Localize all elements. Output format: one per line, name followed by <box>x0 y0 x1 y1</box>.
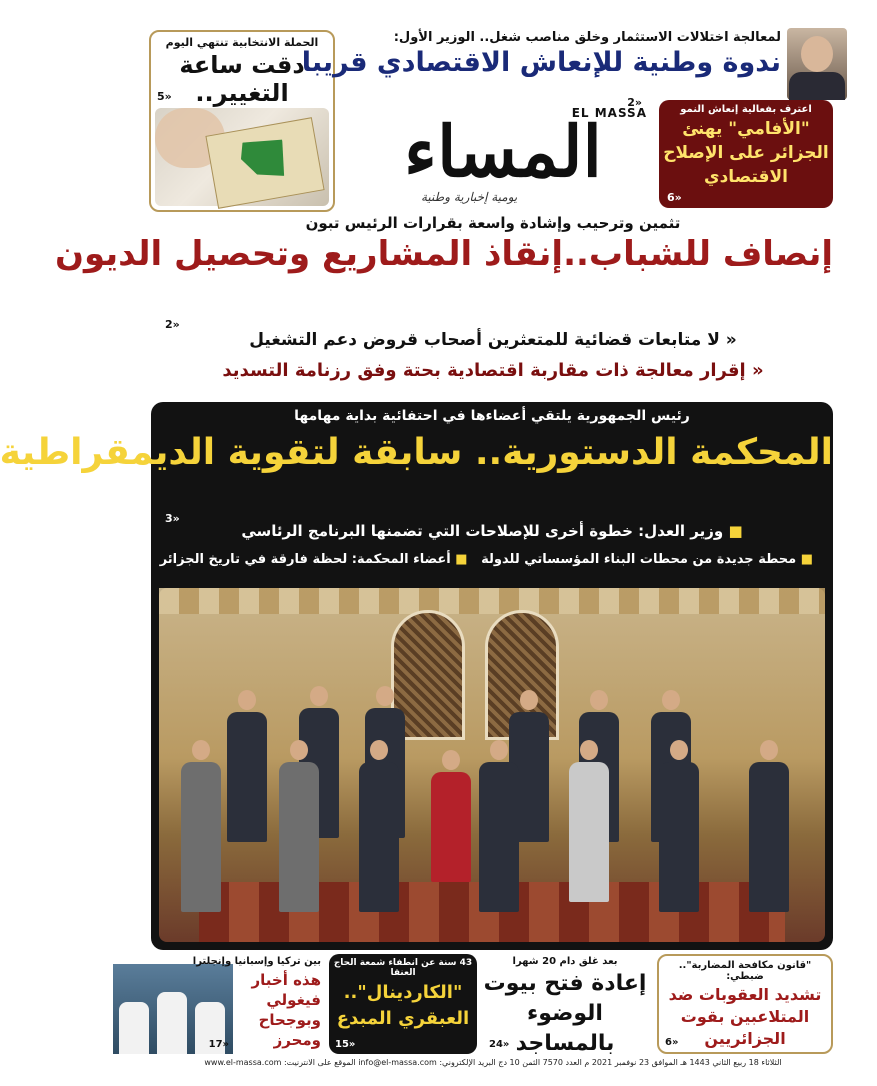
masthead-latin: EL MASSA <box>571 106 647 120</box>
main-deck[interactable] <box>55 214 833 274</box>
person <box>749 740 789 912</box>
bottom-teasers <box>109 952 877 1056</box>
person <box>431 750 471 882</box>
imf-title: "الأفامي" يهنئ الجزائر على الإصلاح الاقتصادي <box>663 119 829 187</box>
court-page-ref: 3» <box>165 512 180 525</box>
court-subline: ■ وزير العدل: خطوة أخرى للإصلاحات التي تضمنها البرنامج الرئاسي <box>241 522 743 540</box>
top-headline-page-ref: 2» <box>627 96 642 109</box>
person <box>279 740 319 912</box>
teaser-kicker: بعد غلق دام 20 شهرا <box>512 956 618 967</box>
president-figure <box>479 740 519 912</box>
imf-page-ref: 6» <box>667 191 682 204</box>
election-page-ref: 5» <box>157 90 172 103</box>
teaser-title: تشديد العقوبات ضد المتلاعبين بقوت الجزائريين <box>668 985 822 1048</box>
teaser-page-ref: 15» <box>335 1039 356 1050</box>
court-title: المحكمة الدستورية.. سابقة لتقوية الديمقراطية <box>0 432 833 473</box>
person <box>659 740 699 912</box>
person <box>227 690 267 842</box>
masthead-logo: المساء <box>404 110 602 193</box>
teaser-page-ref: 24» <box>489 1039 510 1050</box>
person <box>569 740 609 902</box>
masthead <box>341 100 665 204</box>
teaser-page-ref: 6» <box>665 1037 679 1048</box>
footer-info: الثلاثاء 18 ربيع الثاني 1443 هـ الموافق 23 نوفمبر 2021 م العدد 7570 الثمن 10 دج البريد الإلكتروني: info@el-massa.com الموقع على الانترنيت: www.el-massa.com <box>204 1058 782 1067</box>
teaser-football[interactable] <box>113 954 325 1054</box>
election-title: دقت ساعة التغيير.. <box>179 51 305 107</box>
teaser-kicker: 43 سنة عن انطفاء شمعة الحاج العنقا <box>333 958 473 978</box>
teaser-mosques[interactable] <box>483 954 647 1054</box>
person <box>359 740 399 912</box>
ballot-photo <box>155 108 329 206</box>
main-deck-page-ref: 2» <box>165 318 180 331</box>
person <box>181 740 221 912</box>
minister-photo <box>787 28 847 100</box>
teaser-kicker: "قانون مكافحة المضاربة".. ضبطي: <box>678 960 812 982</box>
teaser-cardinal[interactable] <box>329 954 477 1054</box>
teaser-title: هذه أخبار فيغولي وبوجحاح ومحرز <box>251 971 321 1049</box>
top-headline-title: ندوة وطنية للإنعاش الاقتصادي قريبا <box>301 47 781 78</box>
election-kicker: الحملة الانتخابية تنتهي اليوم <box>165 36 319 49</box>
teaser-speculation[interactable] <box>657 954 833 1054</box>
top-headline[interactable] <box>301 30 781 96</box>
algeria-map-icon <box>238 136 288 183</box>
teaser-title: إعادة فتح بيوت الوضوء بالمساجد <box>483 971 647 1056</box>
masthead-tagline: يومية إخبارية وطنية <box>421 190 518 204</box>
main-deck-bullet: « لا متابعات قضائية للمتعثرين أصحاب قروض دعم التشغيل <box>249 330 737 350</box>
court-kicker: رئيس الجمهورية يلتقي أعضاءها في احتفائية بداية مهامها <box>294 408 690 424</box>
teaser-page-ref: 17» <box>208 1039 229 1050</box>
imf-kicker: اعترف بفعالية إنعاش النمو <box>680 104 812 115</box>
main-deck-title: إنصاف للشباب..إنقاذ المشاريع وتحصيل الديون <box>55 234 833 274</box>
teaser-title: "الكاردينال".. العبقري المبدع <box>336 982 470 1029</box>
constitutional-court-panel[interactable] <box>0 402 833 950</box>
main-deck-kicker: تثمين وترحيب وإشادة واسعة بقرارات الرئيس تبون <box>305 214 681 232</box>
court-subline: ■ محطة جديدة من محطات البناء المؤسساتي للدولة ■ أعضاء المحكمة: لحظة فارقة في تاريخ الجزائر <box>159 552 813 567</box>
teaser-kicker: بين تركيا وإسبانيا وإنجلترا <box>192 956 321 967</box>
imf-box[interactable] <box>659 100 833 208</box>
main-deck-bullet: « إقرار معالجة ذات مقاربة اقتصادية بحتة وفق رزنامة التسديد <box>222 360 764 381</box>
top-headline-kicker: لمعالجة اختلالات الاستثمار وخلق مناصب شغل.. الوزير الأول: <box>393 30 781 45</box>
group-photo <box>159 588 825 942</box>
